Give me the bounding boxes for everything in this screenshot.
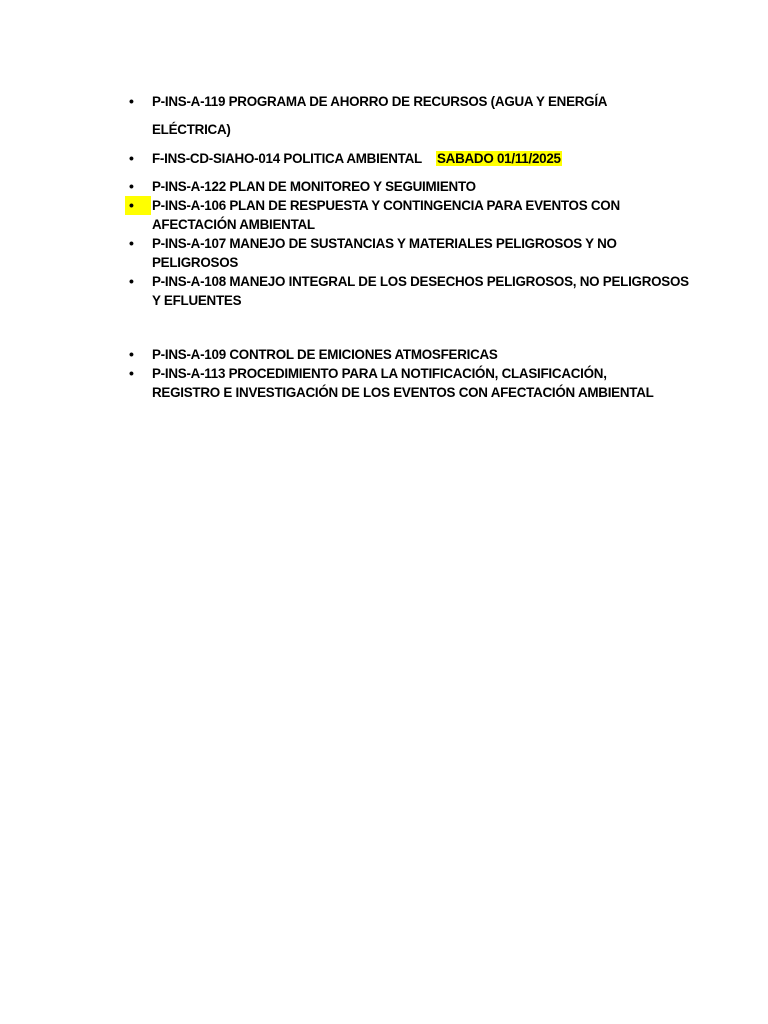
list-item-line: AFECTACIÓN AMBIENTAL bbox=[152, 217, 315, 232]
list-item-text bbox=[152, 364, 687, 402]
bullet-icon: • bbox=[129, 346, 134, 362]
list-item-line: P-INS-A-108 MANEJO INTEGRAL DE LOS DESECHOS PELIGROSOS, NO PELIGROSOS bbox=[152, 274, 689, 289]
bullet-icon: • bbox=[129, 365, 134, 381]
bullet-icon: • bbox=[129, 273, 134, 289]
list-item-line: Y EFLUENTES bbox=[152, 293, 242, 308]
list-item-text bbox=[152, 234, 687, 272]
list-item-line: REGISTRO E INVESTIGACIÓN DE LOS EVENTOS CON AFECTACIÓN AMBIENTAL bbox=[152, 385, 654, 400]
list-item-line: P-INS-A-107 MANEJO DE SUSTANCIAS Y MATERIALES PELIGROSOS Y NO bbox=[152, 236, 617, 251]
bullet-icon: • bbox=[125, 196, 151, 215]
list-item-text bbox=[152, 92, 687, 139]
bullet-icon: • bbox=[129, 93, 134, 109]
bullet-icon: • bbox=[129, 235, 134, 251]
date-highlight: SABADO 01/11/2025 bbox=[436, 151, 561, 166]
list-item-line: P-INS-A-109 CONTROL DE EMICIONES ATMOSFERICAS bbox=[152, 347, 498, 362]
list-item-line: P-INS-A-106 PLAN DE RESPUESTA Y CONTINGENCIA PARA EVENTOS CON bbox=[152, 198, 620, 213]
list-item-line: F-INS-CD-SIAHO-014 POLITICA AMBIENTAL bbox=[152, 151, 422, 166]
list-item-text bbox=[152, 345, 687, 364]
list-item-text bbox=[152, 149, 687, 168]
list-item-line: P-INS-A-113 PROCEDIMIENTO PARA LA NOTIFICACIÓN, CLASIFICACIÓN, bbox=[152, 366, 607, 381]
list-item-line: ELÉCTRICA) bbox=[152, 122, 231, 137]
bullet-icon: • bbox=[129, 178, 134, 194]
list-item-text bbox=[152, 272, 687, 310]
list-item-text bbox=[152, 196, 687, 234]
list-item-line: PELIGROSOS bbox=[152, 255, 239, 270]
list-item-text bbox=[152, 177, 687, 196]
list-item-line: P-INS-A-119 PROGRAMA DE AHORRO DE RECURSOS (AGUA Y ENERGÍA bbox=[152, 94, 608, 109]
list-item-line: P-INS-A-122 PLAN DE MONITOREO Y SEGUIMIENTO bbox=[152, 179, 476, 194]
bullet-icon: • bbox=[129, 150, 134, 166]
